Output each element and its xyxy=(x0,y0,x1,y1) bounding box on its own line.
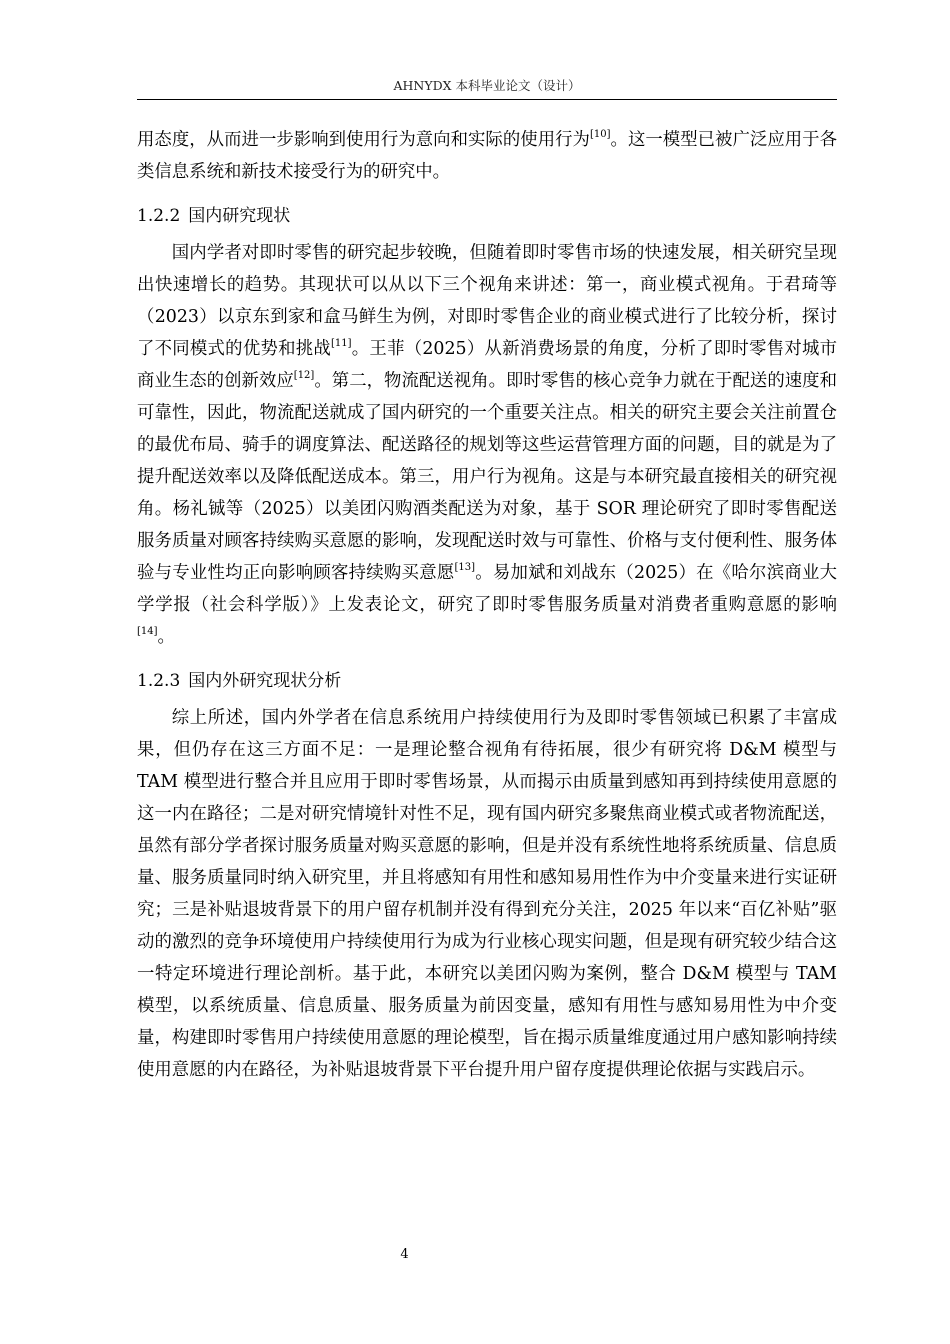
citation: [10] xyxy=(589,129,611,141)
section-title: 国内外研究现状分析 xyxy=(188,671,342,691)
paragraph-text: 。这一模型已被广泛应用于各类信息系统和新技术接受行为的研究中。 xyxy=(137,130,837,182)
paragraph-research-analysis: 综上所述，国内外学者在信息系统用户持续使用行为及即时零售领域已积累了丰富成果，但仍存在这三方面不足：一是理论整合视角有待拓展，很少有研究将 D&M 模型与 TAM 模型进行整合并且应用于即时零售场景，从而揭示由质量到感知再到持续使用意愿的这一内在路径；二是对研究情境针对性不足，现有国内研究多聚焦商业模式或者物流配送，虽然有部分学者探讨服务质量对购买意愿的影响，但是并没有系统性地将系统质量、信息质量、服务质量同时纳入研究里，并且将感知有用性和感知易用性作为中介变量来进行实证研究；三是补贴退坡背景下的用户留存机制并没有得到充分关注，2025 年以来“百亿补贴”驱动的激烈的竞争环境使用户持续使用行为成为行业核心现实问题，但是现有研究较少结合这一特定环境进行理论剖析。基于此，本研究以美团闪购为案例，整合 D&M 模型与 TAM 模型，以系统质量、信息质量、服务质量为前因变量，感知有用性与感知易用性为中介变量，构建即时零售用户持续使用意愿的理论模型，旨在揭示质量维度通过用户感知影响持续使用意愿的内在路径，为补贴退坡背景下平台提升用户留存度提供理论依据与实践启示。 xyxy=(137,708,837,1080)
citation: [11] xyxy=(331,338,352,350)
header-rule xyxy=(137,99,837,100)
citation: [12] xyxy=(293,370,315,382)
section-number: 1.2.2 xyxy=(137,206,181,226)
paragraph-domestic-research xyxy=(137,237,837,653)
section-heading-1-2-2 xyxy=(137,200,837,232)
citation: [13] xyxy=(454,562,476,574)
paragraph-continuation xyxy=(137,124,837,188)
paragraph-text: 。 xyxy=(157,627,175,647)
paragraph-text: 国内学者对即时零售的研究起步较晚，但随着即时零售市场的快速发展，相关研究呈现出快速增长的趋势。其现状可以从以下三个视角来讲述：第一，商业模式视角。于君琦等（2023）以京东到家和盒马鲜生为例，对即时零售企业的商业模式进行了比较分析，探讨了不同模式的优势和挑战 xyxy=(137,243,837,359)
citation: [14] xyxy=(137,626,158,638)
page-number: 4 xyxy=(400,1247,409,1262)
body-text xyxy=(137,124,837,1086)
paragraph-text: 。第二，物流配送视角。即时零售的核心竞争力就在于配送的速度和可靠性，因此，物流配送就成了国内研究的一个重要关注点。相关的研究主要会关注前置仓的最优布局、骑手的调度算法、配送路径的规划等这些运营管理方面的问题，目的就是为了提升配送效率以及降低配送成本。第三，用户行为视角。这是与本研究最直接相关的研究视角。杨礼铖等（2025）以美团闪购酒类配送为对象，基于 SOR 理论研究了即时零售配送服务质量对顾客持续购买意愿的影响，发现配送时效与可靠性、价格与支付便利性、服务体验与专业性均正向影响顾客持续购买意愿 xyxy=(137,371,837,583)
paragraph-text: 。易加斌和刘战东（2025）在《哈尔滨商业大学学报（社会科学版）》上发表论文，研究了即时零售服务质量对消费者重购意愿的影响 xyxy=(137,563,837,615)
section-number: 1.2.3 xyxy=(137,671,181,691)
section-heading-1-2-3 xyxy=(137,665,837,697)
running-header: AHNYDX 本科毕业论文（设计） xyxy=(393,78,581,93)
section-title: 国内研究现状 xyxy=(188,206,291,226)
paragraph-text: 。王菲（2025）从新消费场景的角度，分析了即时零售对城市商业生态的创新效应 xyxy=(137,339,837,391)
paragraph-text: 用态度，从而进一步影响到使用行为意向和实际的使用行为 xyxy=(137,130,590,150)
